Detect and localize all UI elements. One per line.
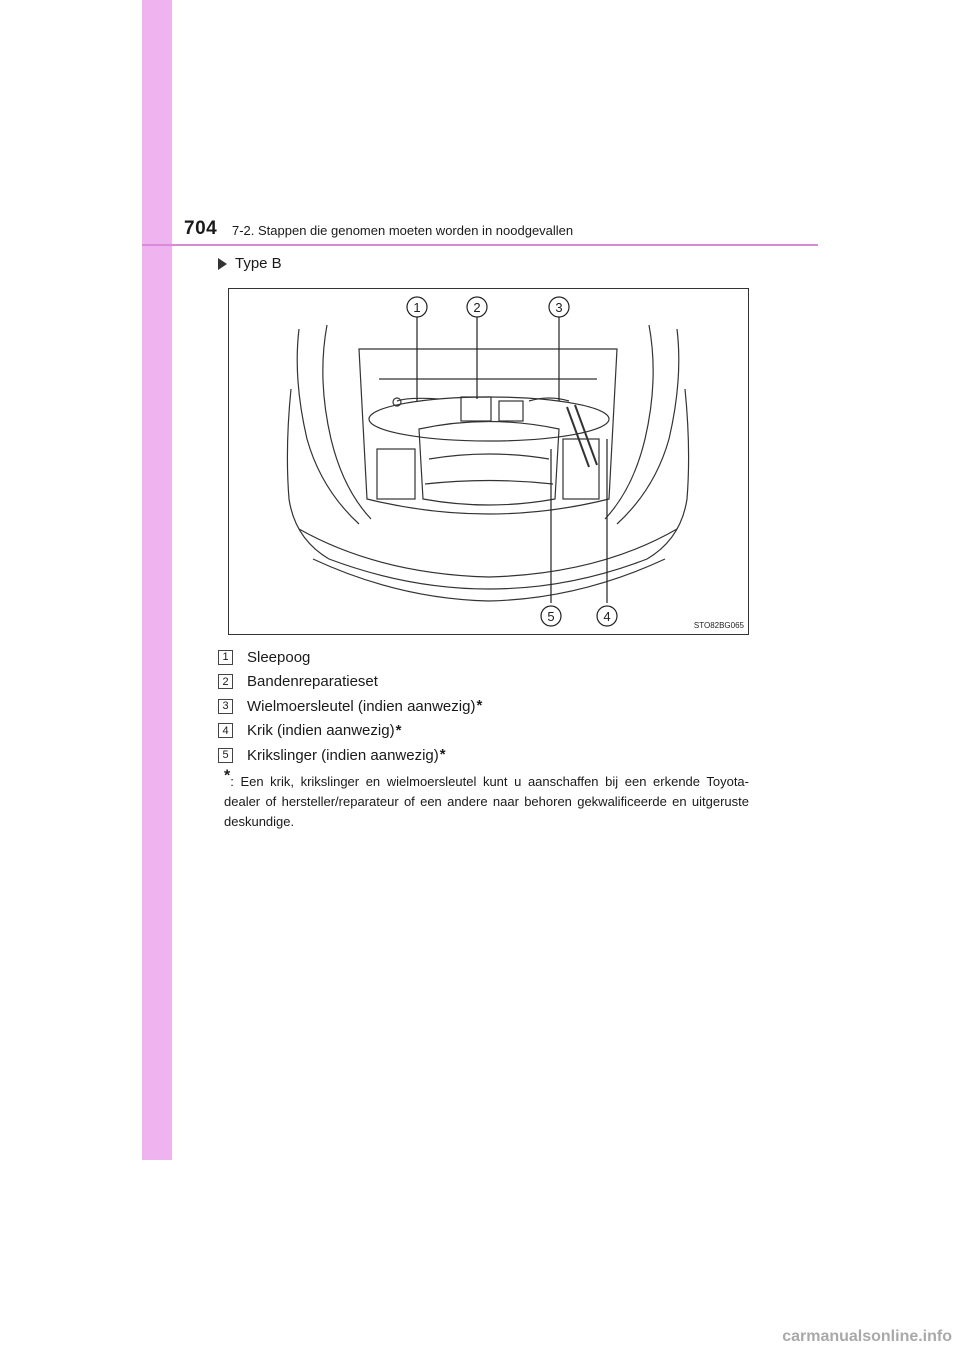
footnote-asterisk: *	[224, 767, 231, 785]
callout-1: 1	[413, 300, 421, 315]
section-title: 7-2. Stappen die genomen moeten worden in noodgevallen	[232, 223, 574, 238]
type-label	[218, 255, 282, 272]
number-badge: 1	[218, 650, 233, 665]
legend-text: Krik (indien aanwezig)	[247, 722, 395, 740]
legend-text: Sleepoog	[247, 648, 311, 666]
footnote-text: : Een krik, krikslinger en wielmoersleutel kunt u aanschaffen bij een erkende Toyota-dealer of hersteller/reparateur of een andere naar behoren gekwalificeerde en uitgeruste deskundige.	[224, 774, 749, 829]
luggage-compartment-illustration	[228, 288, 749, 635]
trunk-drawing	[229, 289, 748, 634]
page-number: 704	[184, 218, 218, 239]
chapter-side-tab	[142, 0, 172, 1160]
legend-text: Bandenreparatieset	[247, 673, 378, 691]
legend-text: Wielmoersleutel (indien aanwezig)	[247, 697, 476, 715]
figure-code: STO82BG065	[693, 621, 744, 630]
legend-item	[218, 645, 758, 670]
legend-text: Krikslinger (indien aanwezig)	[247, 746, 439, 764]
header-divider	[142, 244, 818, 246]
legend-item: 4 Krik (indien aanwezig) *	[218, 719, 758, 744]
footnote	[224, 767, 749, 832]
callout-4: 4	[603, 609, 611, 624]
watermark: carmanualsonline.info	[782, 1328, 952, 1345]
legend-item: 3 Wielmoersleutel (indien aanwezig) *	[218, 694, 758, 719]
number-badge: 3	[218, 699, 233, 714]
legend-list	[218, 645, 758, 768]
callout-5: 5	[547, 609, 555, 624]
triangle-bullet-icon	[218, 258, 227, 270]
callout-3: 3	[555, 300, 563, 315]
number-badge: 4	[218, 723, 233, 738]
legend-item: 5 Krikslinger (indien aanwezig) *	[218, 743, 758, 768]
type-label-text: Type B	[235, 255, 282, 272]
callout-2: 2	[473, 300, 481, 315]
number-badge: 5	[218, 748, 233, 763]
legend-item	[218, 670, 758, 695]
number-badge: 2	[218, 674, 233, 689]
